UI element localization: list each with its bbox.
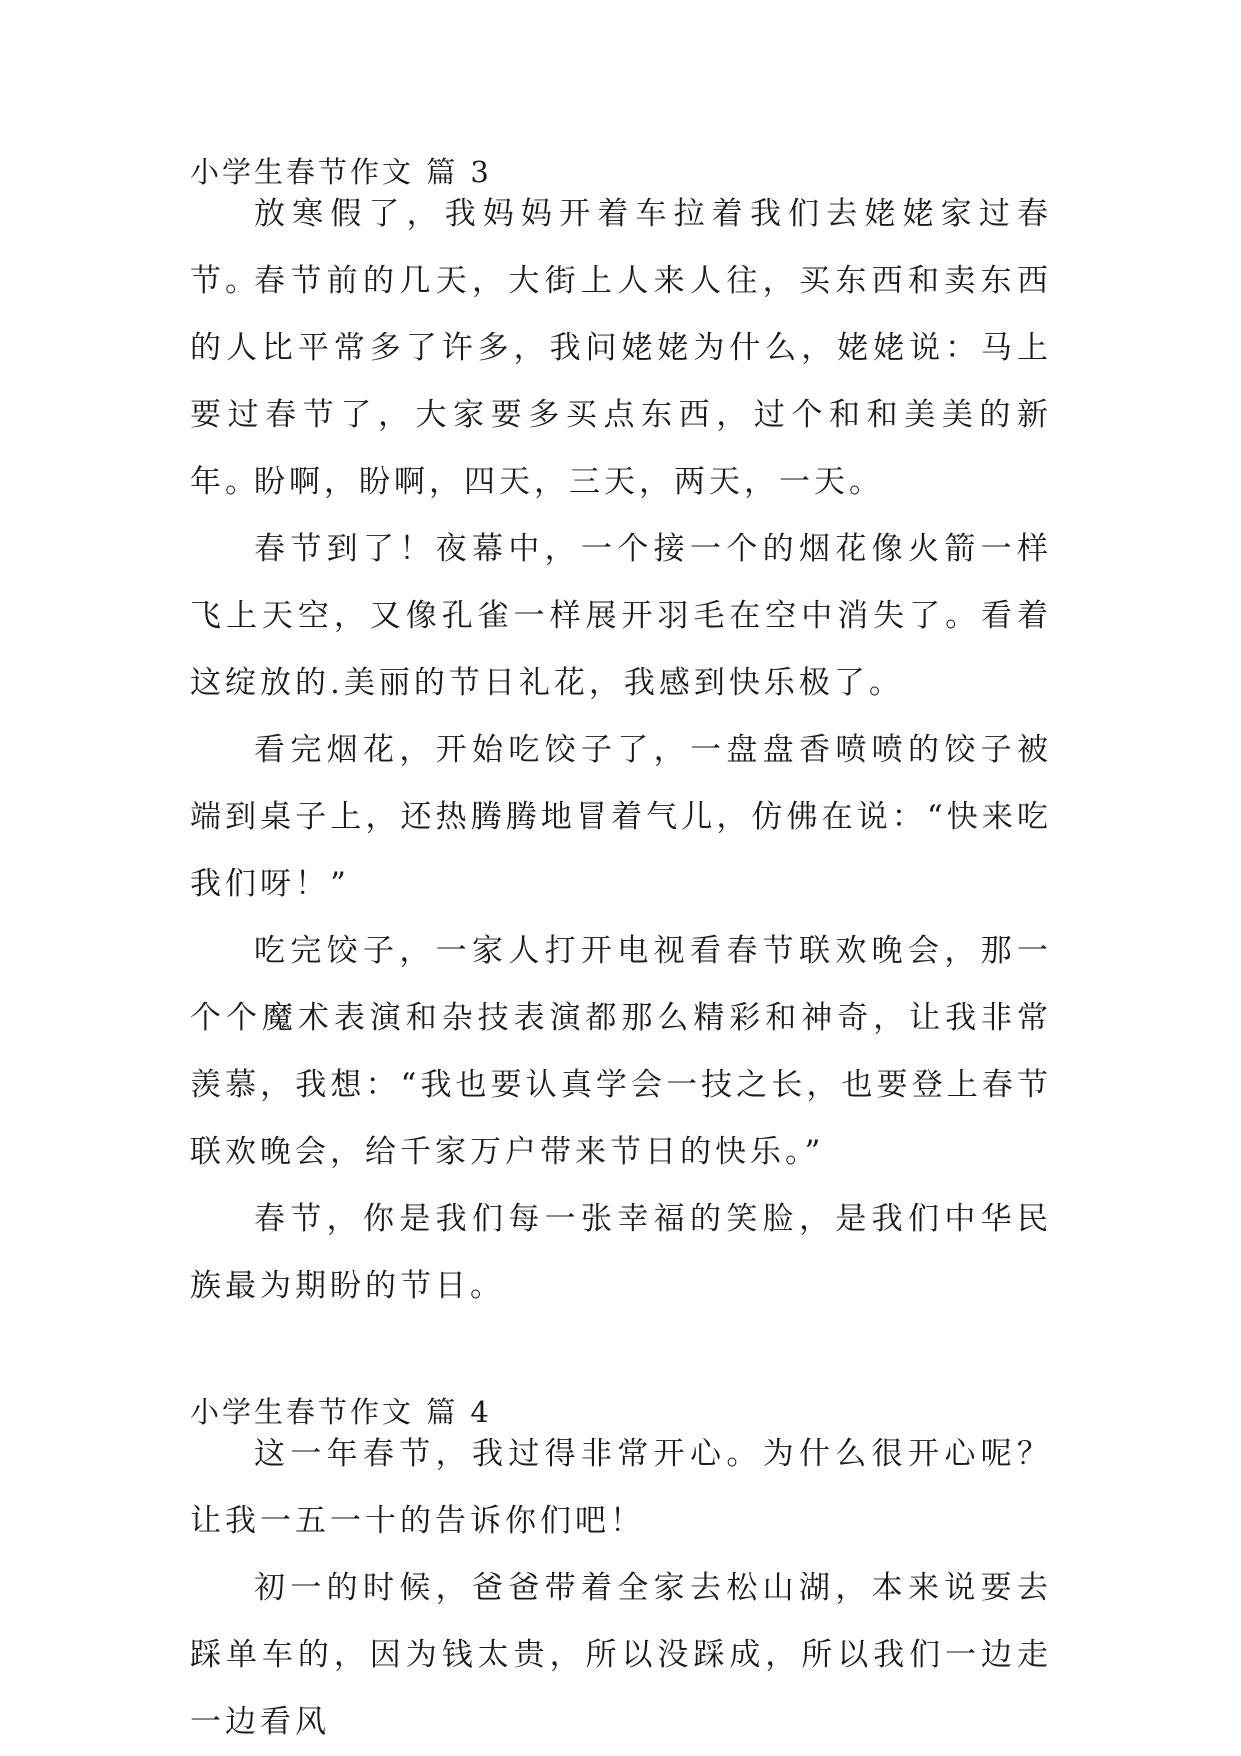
paragraph: 吃完饺子，一家人打开电视看春节联欢晚会，那一个个魔术表演和杂技表演都那么精彩和神奇，让我非常羡慕，我想：“我也要认真学会一技之长，也要登上春节联欢晚会，给千家万户带来节日的快乐。” (190, 933, 1052, 1170)
section-title: 小学生春节作文 篇 3 (190, 155, 492, 189)
paragraph: 春节，你是我们每一张幸福的笑脸，是我们中华民族最为期盼的节日。 (190, 1201, 1052, 1304)
paragraph: 春节前的几天，大街上人来人往，买东西和卖东西的人比平常多了许多，我问姥姥为什么，姥姥说：马上要过春节了，大家要多买点东西，过个和和美美的新年。 (190, 263, 1052, 500)
paragraph: 春节到了！夜幕中，一个接一个的烟花像火箭一样飞上天空，又像孔雀一样展开羽毛在空中消失了。看着这绽放的.美丽的节日礼花，我感到快乐极了。 (190, 531, 1052, 701)
paragraph: 放寒假了，我妈妈开着车拉着我们去姥姥家过春节。 (190, 196, 1052, 299)
paragraph: 看完烟花，开始吃饺子了，一盘盘香喷喷的饺子被端到桌子上，还热腾腾地冒着气儿，仿佛在说：“快来吃我们呀！” (190, 732, 1052, 902)
section-title: 小学生春节作文 篇 4 (190, 1395, 492, 1429)
paragraph: 这一年春节，我过得非常开心。为什么很开心呢？让我一五一十的告诉你们吧！ (190, 1436, 1052, 1539)
paragraph: 初一的时候，爸爸带着全家去松山湖，本来说要去踩单车的，因为钱太贵，所以没踩成，所以我们一边走一边看风 (190, 1570, 1052, 1740)
paragraph: 盼啊，盼啊，四天，三天，两天，一天。 (254, 464, 884, 500)
